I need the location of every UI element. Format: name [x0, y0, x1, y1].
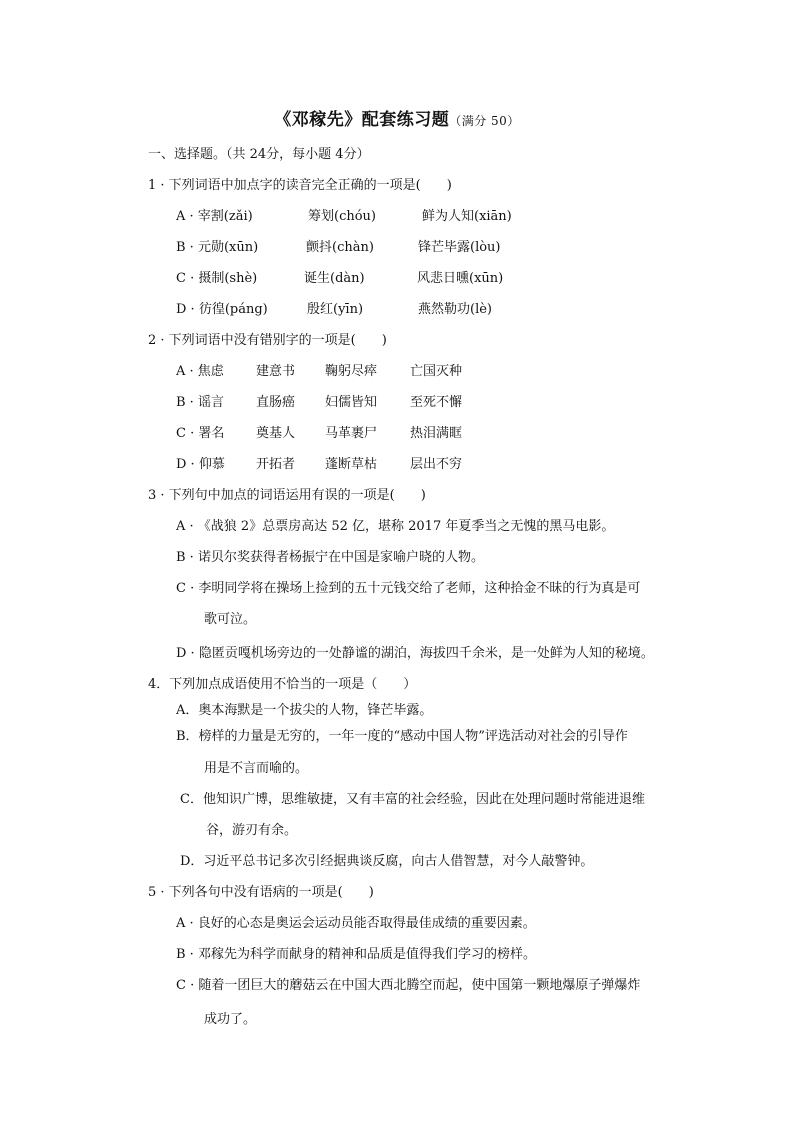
q3-option-d: D · 隐匿贡嘎机场旁边的一处静谧的湖泊，海拔四千余米，是一处鲜为人知的秘境。 — [176, 646, 654, 661]
q4-option-d: D．习近平总书记多次引经据典谈反腐，向古人借智慧，对今人敲警钟。 — [180, 854, 594, 869]
q2-option-b-1: B · 谣言 — [176, 395, 224, 410]
q3-option-b: B · 诺贝尔奖获得者杨振宁在中国是家喻户晓的人物。 — [176, 550, 484, 565]
q3-option-c-line2: 歌可泣。 — [204, 612, 257, 627]
q1-option-a-2: 筹划(chóu) — [308, 209, 376, 224]
section-heading: 一、选择题。（共 24分，每小题 4分） — [148, 147, 370, 162]
q3-option-a: A · 《战狼 2》总票房高达 52 亿，堪称 2017 年夏季当之无愧的黑马电影。 — [176, 519, 615, 534]
q2-option-d-2: 开拓者 — [256, 457, 296, 472]
q2-stem: 2 · 下列词语中没有错别字的一项是( ) — [148, 333, 387, 348]
q2-option-d-1: D · 仰慕 — [176, 457, 225, 472]
q2-option-b-3: 妇儒皆知 — [325, 395, 378, 410]
q5-option-a: A · 良好的心态是奥运会运动员能否取得最佳成绩的重要因素。 — [176, 916, 536, 931]
page-title — [0, 105, 794, 130]
q5-option-c-line1: C · 随着一团巨大的蘑菇云在中国大西北腾空而起，使中国第一颗地爆原子弹爆炸 — [176, 978, 641, 993]
q1-option-b-3: 锋芒毕露(lòu) — [418, 240, 501, 255]
q1-option-b-2: 颤抖(chàn) — [306, 240, 374, 255]
q4-option-a: A．奥本海默是一个拔尖的人物，锋芒毕露。 — [176, 703, 433, 718]
q2-option-c-2: 奠基人 — [256, 426, 296, 441]
q4-stem: 4．下列加点成语使用不恰当的一项是（ ） — [148, 677, 417, 692]
q1-option-d-3: 燕然勒功(lè) — [418, 302, 492, 317]
title-main: 《邓稼先》配套练习题 — [274, 110, 450, 130]
q1-option-a-3: 鲜为人知(xiān) — [422, 209, 512, 224]
q5-stem: 5 · 下列各句中没有语病的一项是( ) — [148, 885, 374, 900]
q3-option-c-line1: C · 李明同学将在操场上捡到的五十元钱交给了老师，这种拾金不昧的行为真是可 — [176, 581, 641, 596]
q1-option-c-3: 风悲日曛(xūn) — [417, 271, 504, 286]
q4-option-c-line2: 谷，游刃有余。 — [206, 823, 298, 838]
q4-option-c-line1: C．他知识广博，思维敏捷，又有丰富的社会经验，因此在处理问题时常能进退维 — [180, 792, 645, 807]
q1-option-b-1: B · 元勋(xūn) — [176, 240, 259, 255]
q2-option-b-2: 直肠癌 — [256, 395, 296, 410]
q4-option-b-line1: B．榜样的力量是无穷的，一年一度的“感动中国人物”评选活动对社会的引导作 — [176, 729, 628, 744]
q1-stem: 1 · 下列词语中加点字的读音完全正确的一项是( ) — [148, 178, 452, 193]
q1-option-d-2: 殷红(yīn) — [307, 302, 364, 317]
q1-option-d-1: D · 彷徨(páng) — [176, 302, 268, 317]
q4-option-b-line2: 用是不言而喻的。 — [204, 761, 309, 776]
q1-option-a-1: A · 宰割(zǎi) — [176, 209, 253, 224]
q2-option-d-4: 层出不穷 — [410, 457, 463, 472]
q2-option-c-1: C · 署名 — [176, 426, 225, 441]
q5-option-b: B · 邓稼先为科学而献身的精神和品质是值得我们学习的榜样。 — [176, 947, 536, 962]
q1-option-c-1: C · 摄制(shè) — [176, 271, 258, 286]
q1-option-c-2: 诞生(dàn) — [304, 271, 365, 286]
title-sub: （满分 50） — [449, 114, 520, 128]
q2-option-a-1: A · 焦虑 — [176, 364, 224, 379]
q3-stem: 3 · 下列句中加点的词语运用有误的一项是( ) — [148, 488, 426, 503]
q2-option-c-4: 热泪满眶 — [410, 426, 463, 441]
q5-option-c-line2: 成功了。 — [204, 1012, 257, 1027]
q2-option-a-2: 建意书 — [256, 364, 296, 379]
q2-option-d-3: 蓬断草枯 — [325, 457, 378, 472]
q2-option-a-3: 鞠躬尽瘁 — [325, 364, 378, 379]
q2-option-b-4: 至死不懈 — [410, 395, 463, 410]
q2-option-a-4: 亡国灭种 — [410, 364, 463, 379]
q2-option-c-3: 马革裹尸 — [325, 426, 378, 441]
